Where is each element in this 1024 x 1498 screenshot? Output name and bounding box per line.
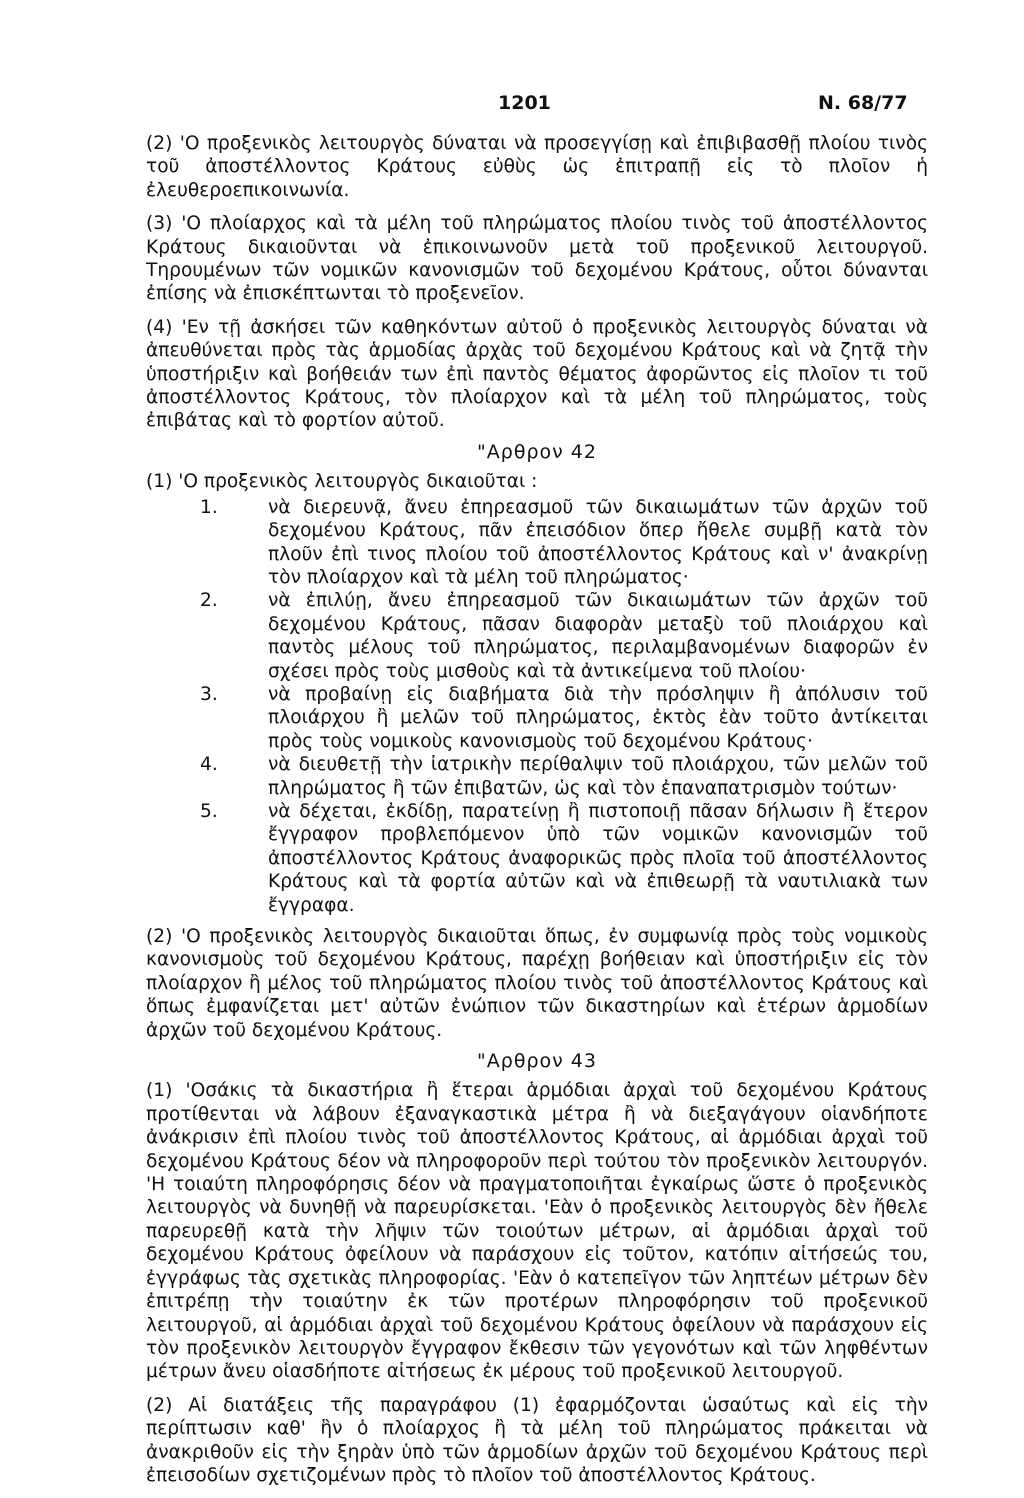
list-item-text: νὰ διευθετῇ τὴν ἰατρικὴν περίθαλψιν τοῦ πλοιάρχου, τῶν μελῶν τοῦ πληρώματος ἢ τῶν ἐπιβατῶν, ὡς καὶ τὸν ἐπαναπατρισμὸν τούτων· [268,754,928,799]
article-42-heading: "Αρθρον 42 [477,440,597,463]
article-42-intro: (1) 'Ο προξενικὸς λειτουργὸς δικαιοῦται : [146,471,538,493]
list-item-number: 4. [200,754,218,776]
list-item [146,800,928,917]
list-item-number: 2. [200,590,218,612]
paragraph-4-authorities: (4) 'Εν τῇ ἀσκήσει τῶν καθηκόντων αὐτοῦ ὁ προξενικὸς λειτουργὸς δύναται νὰ ἀπευθύνεται πρὸς τὰς ἁρμοδίας ἀρχὰς τοῦ δεχομένου Κράτους καὶ νὰ ζητᾷ τὴν ὑποστήριξιν καὶ βοήθειάν των ἐπὶ παντὸς θέματος ἀφορῶντος εἰς πλοῖον τι τοῦ ἀποστέλλοντος Κράτους, τὸν πλοίαρχον καὶ τὰ μέλη τοῦ πληρώματος, τοὺς ἐπιβάτας καὶ τὸ φορτίον αὐτοῦ. [146,316,928,432]
document-body [146,132,928,1487]
list-item-number: 1. [200,496,218,518]
list-item-number: 3. [200,683,218,705]
list-item-text: νὰ ἐπιλύῃ, ἄνευ ἐπηρεασμοῦ τῶν δικαιωμάτων τῶν ἀρχῶν τοῦ δεχομένου Κράτους, πᾶσαν διαφορὰν μεταξὺ τοῦ πλοιάρχου καὶ παντὸς μέλους τοῦ πληρώματος, περιλαμβανομένων διαφορῶν ἐν σχέσει πρὸς τοὺς μισθοὺς καὶ τὰ ἀντικείμενα τοῦ πλοίου· [268,590,928,682]
paragraph-2-boarding: (2) 'Ο προξενικὸς λειτουργὸς δύναται νὰ προσεγγίσῃ καὶ ἐπιβιβασθῇ πλοίου τινὸς τοῦ ἀποστέλλοντος Κράτους εὐθὺς ὡς ἐπιτραπῇ εἰς τὸ πλοῖον ἡ ἐλευθεροεπικοινωνία. [146,133,928,201]
page-header [0,92,1024,122]
list-item-text: νὰ δέχεται, ἐκδίδῃ, παρατείνῃ ἢ πιστοποιῇ πᾶσαν δήλωσιν ἢ ἕτερον ἔγγραφον προβλεπόμενον ὑπὸ τῶν νομικῶν κανονισμῶν τοῦ ἀποστέλλοντος Κράτους ἀναφορικῶς πρὸς πλοῖα τοῦ ἀποστέλλοντος Κράτους καὶ τὰ φορτία αὐτῶν καὶ νὰ ἐπιθεωρῇ τὰ ναυτιλιακὰ των ἔγγραφα. [268,800,928,916]
page-number: 1201 [498,92,551,114]
document-number: N. 68/77 [818,92,908,114]
article-43-heading: "Αρθρον 43 [477,1050,597,1073]
list-item [146,589,928,683]
article-43-paragraph-1: (1) 'Οσάκις τὰ δικαστήρια ἢ ἕτεραι ἁρμόδιαι ἀρχαὶ τοῦ δεχομένου Κράτους προτίθενται νὰ λάβουν ἐξαναγκαστικὰ μέτρα ἢ νὰ διεξαγάγουν οἱανδήποτε ἀνάκρισιν ἐπὶ πλοίου τινὸς τοῦ ἀποστέλλοντος Κράτους, αἱ ἁρμόδιαι ἀρχαὶ τοῦ δεχομένου Κράτους δέον νὰ πληροφοροῦν περὶ τούτου τὸν προξενικὸν λειτουργόν. 'Η τοιαύτη πληροφόρησις δέον νὰ πραγματοποιῆται ἐγκαίρως ὥστε ὁ προξενικὸς λειτουργὸς νὰ δυνηθῇ νὰ παρευρίσκεται. 'Εὰν ὁ προξενικὸς λειτουργὸς δὲν ἤθελε παρευρεθῇ κατὰ τὴν λῆψιν τῶν τοιούτων μέτρων, αἱ ἁρμόδιαι ἀρχαὶ τοῦ δεχομένου Κράτους ὀφείλουν νὰ παράσχουν εἰς τοῦτον, κατόπιν αἰτήσεώς του, ἐγγράφως τὰς σχετικὰς πληροφορίας. 'Εὰν ὁ κατεπεῖγον τῶν ληπτέων μέτρων δὲν ἐπιτρέπῃ τὴν τοιαύτην ἐκ τῶν προτέρων πληροφόρησιν τοῦ προξενικοῦ λειτουργοῦ, αἱ ἁρμόδιαι ἀρχαὶ τοῦ δεχομένου Κράτους ὀφείλουν νὰ παράσχουν εἰς τὸν προξενικὸν λειτουργὸν ἔγγραφον ἔκθεσιν τῶν γεγονότων καὶ τῶν ληφθέντων μέτρων ἄνευ οἱασδήποτε αἰτήσεως ἐκ μέρους τοῦ προξενικοῦ λειτουργοῦ. [146,1080,928,1383]
list-item [146,496,928,590]
list-item [146,753,928,800]
paragraph-3-communication: (3) 'Ο πλοίαρχος καὶ τὰ μέλη τοῦ πληρώματος πλοίου τινὸς τοῦ ἀποστέλλοντος Κράτους δικαιοῦνται νὰ ἐπικοινωνοῦν μετὰ τοῦ προξενικοῦ λειτουργοῦ. Τηρουμένων τῶν νομικῶν κανονισμῶν τοῦ δεχομένου Κράτους, οὗτοι δύνανται ἐπίσης νὰ ἐπισκέπτωνται τὸ προξενεῖον. [146,213,928,305]
list-item-text: νὰ διερευνᾷ, ἄνευ ἐπηρεασμοῦ τῶν δικαιωμάτων τῶν ἀρχῶν τοῦ δεχομένου Κράτους, πᾶν ἐπεισόδιον ὅπερ ἤθελε συμβῇ κατὰ τὸν πλοῦν ἐπὶ τινος πλοίου τοῦ ἀποστέλλοντος Κράτους καὶ ν' ἀνακρίνῃ τὸν πλοίαρχον καὶ τὰ μέλη τοῦ πληρώματος· [268,496,928,588]
list-item-text: νὰ προβαίνῃ εἰς διαβήματα διὰ τὴν πρόσληψιν ἢ ἀπόλυσιν τοῦ πλοιάρχου ἢ μελῶν τοῦ πληρώματος, ἐκτὸς ἐὰν τοῦτο ἀντίκειται πρὸς τοὺς νομικοὺς κανονισμοὺς τοῦ δεχομένου Κράτους· [268,683,928,752]
article-42-paragraph-2: (2) 'Ο προξενικὸς λειτουργὸς δικαιοῦται ὅπως, ἐν συμφωνίᾳ πρὸς τοὺς νομικοὺς κανονισμοὺς τοῦ δεχομένου Κράτους, παρέχῃ βοήθειαν καὶ ὑποστήριξιν εἰς τὸν πλοίαρχον ἢ μέλος τοῦ πληρώματος πλοίου τινὸς τοῦ ἀποστέλλοντος Κράτους καὶ ὅπως ἐμφανίζεται μετ' αὐτῶν ἐνώπιον τῶν δικαστηρίων καὶ ἑτέρων ἁρμοδίων ἀρχῶν τοῦ δεχομένου Κράτους. [146,926,928,1041]
article-43-paragraph-2: (2) Αἱ διατάξεις τῆς παραγράφου (1) ἐφαρμόζονται ὡσαύτως καὶ εἰς τὴν περίπτωσιν καθ' ἣν ὁ πλοίαρχος ἢ τὰ μέλη τοῦ πληρώματος πράκειται νὰ ἀνακριθοῦν εἰς τὴν ξηρὰν ὑπὸ τῶν ἁρμοδίων ἀρχῶν τοῦ δεχομένου Κράτους περὶ ἐπεισοδίων σχετιζομένων πρὸς τὸ πλοῖον τοῦ ἀποστέλλοντος Κράτους. [146,1394,928,1486]
list-item-number: 5. [200,800,218,822]
list-item [146,683,928,753]
